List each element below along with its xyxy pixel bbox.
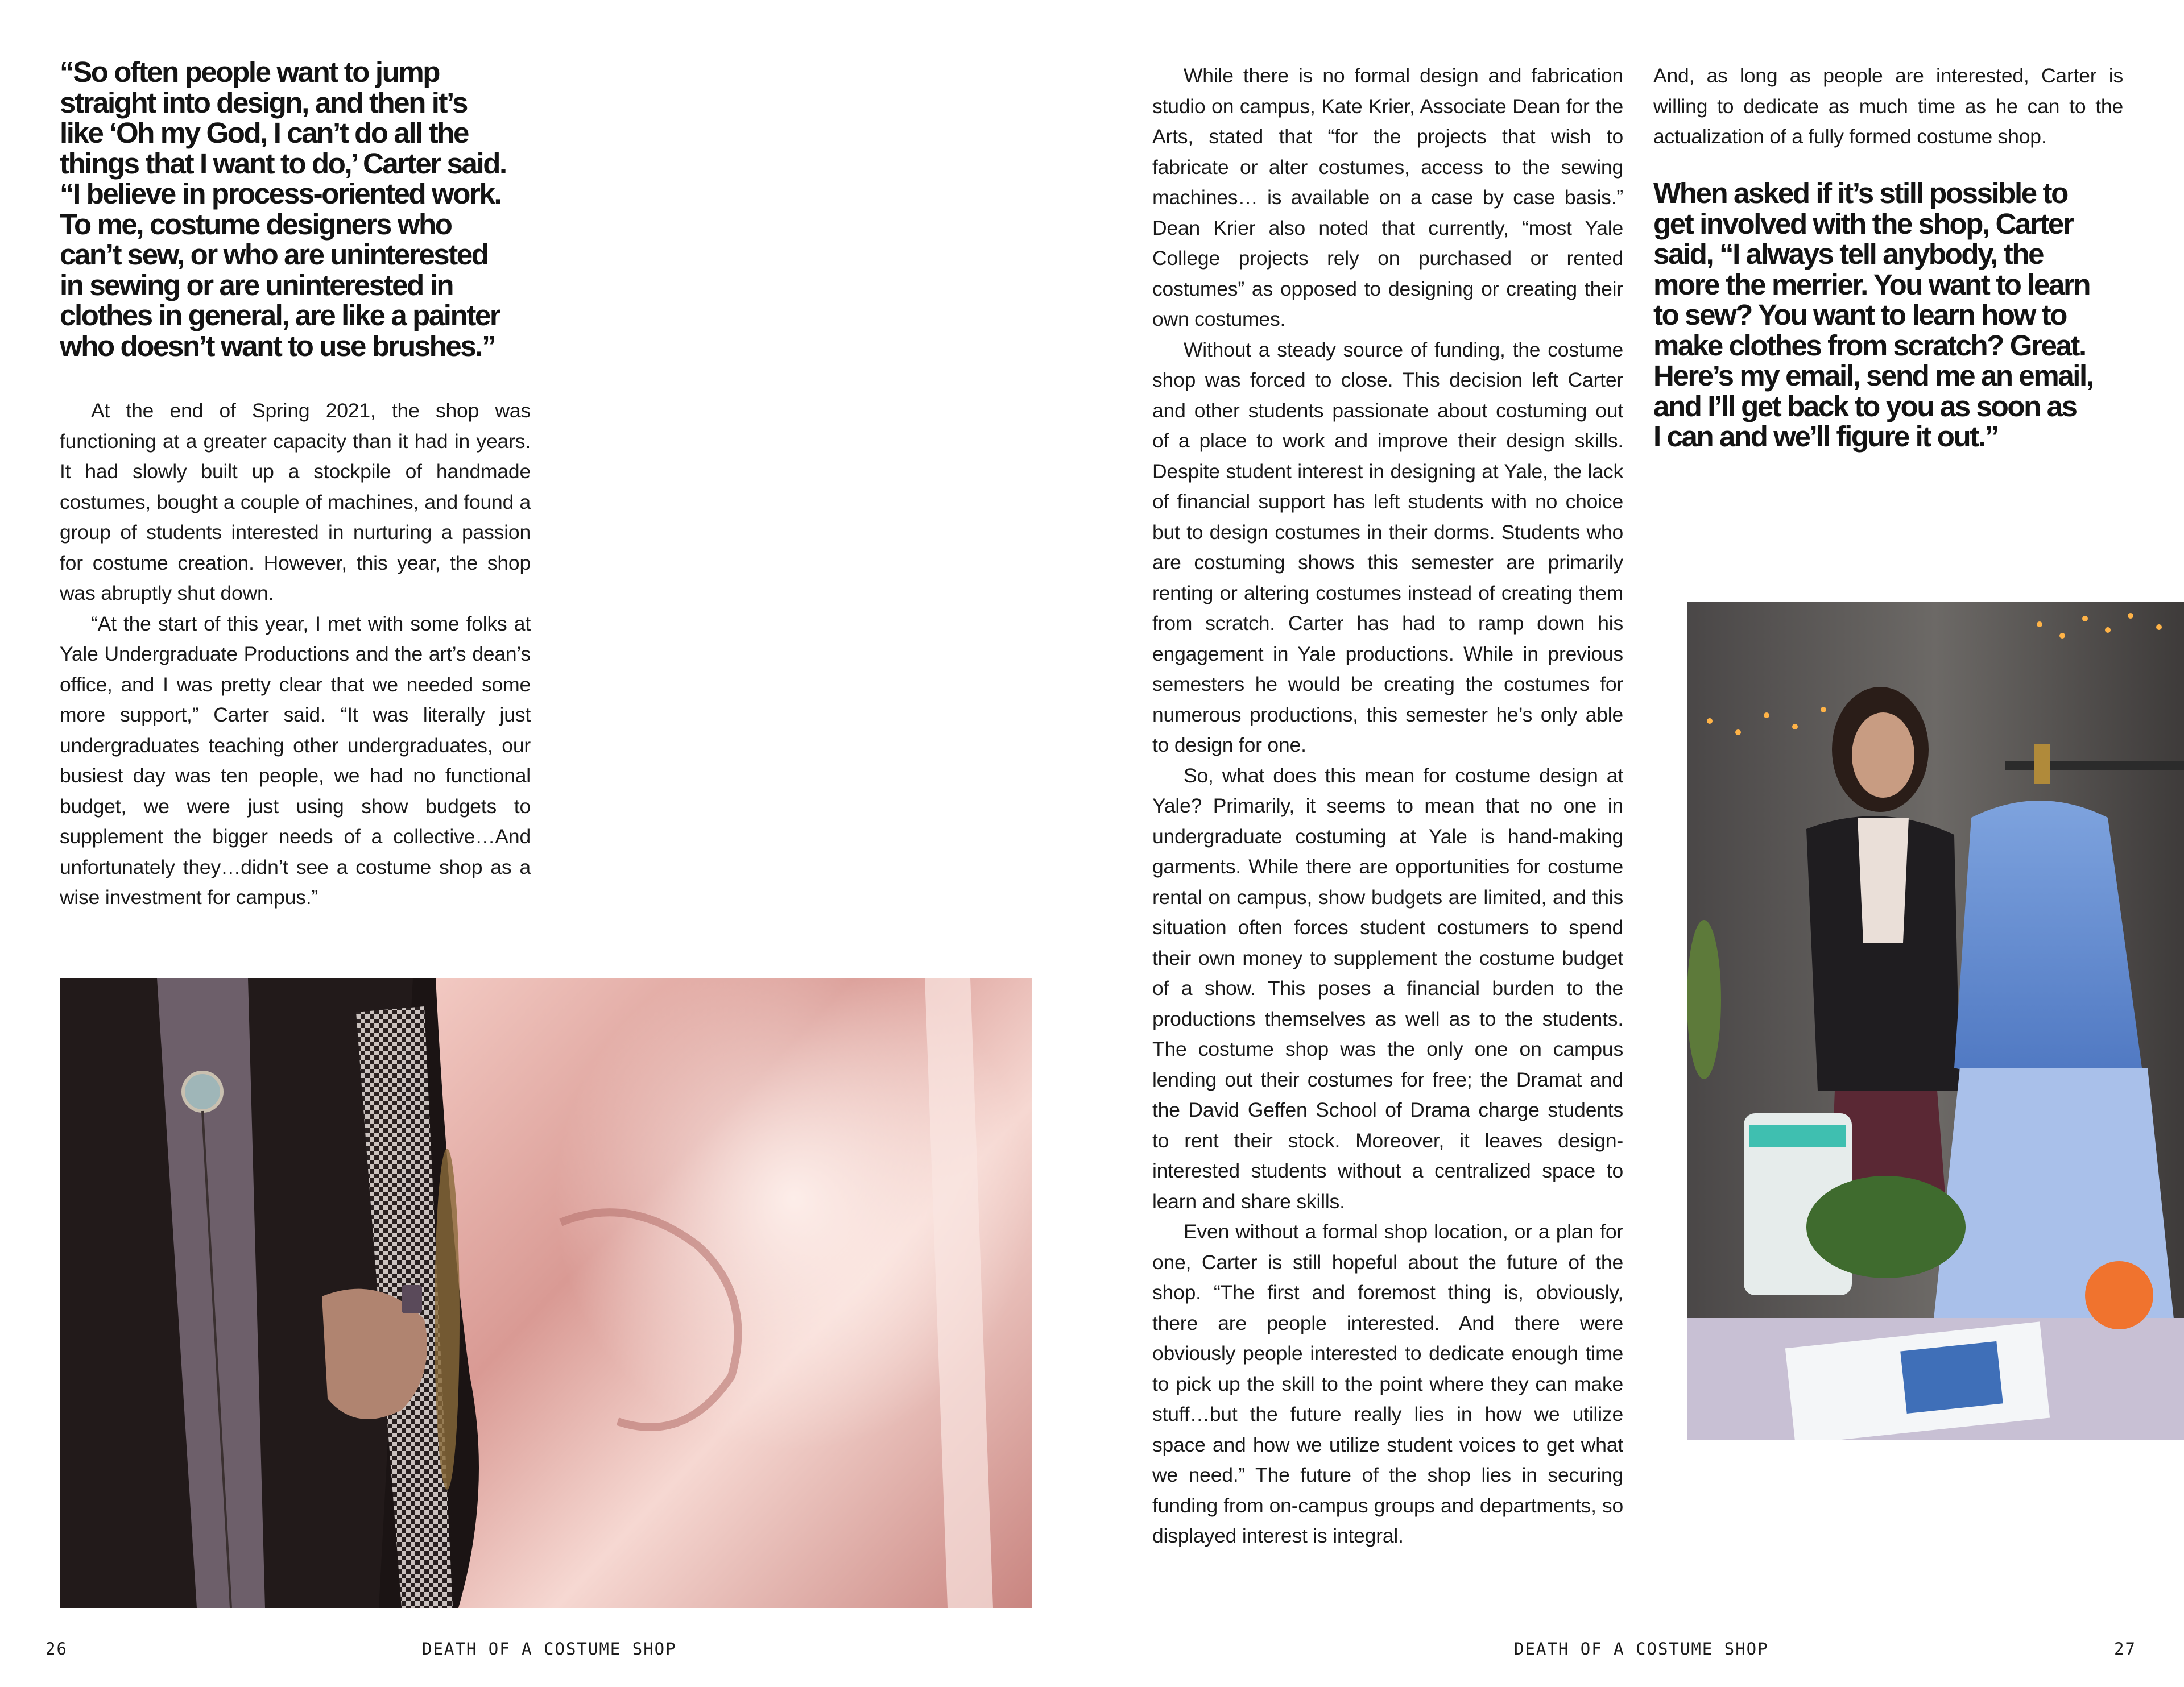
photo-carter-with-dress-form-image — [1687, 602, 2184, 1440]
body-paragraph: So, what does this mean for costume design at Yale? Primarily, it seems to mean that no one in undergraduate costuming at Yale is hand-making garments. While there are opportunities for costume rental on campus, show budgets are limited, and this situation often forces student costumers to spend their own money to supplement the costume budget of a show. This poses a financial burden to the productions themselves as well as to the students. The costume shop was the only one on campus lending out their costumes for free; the Dramat and the David Geffen School of Drama charge students to rent their stock. Moreover, it leaves design-interested students without a centralized space to learn and share skills. — [1152, 764, 1623, 1213]
pull-quote-line: clothes in general, are like a painter — [60, 299, 500, 331]
pull-quote-line: like ‘Oh my God, I can’t do all the — [60, 117, 468, 149]
pull-quote-line: When asked if it’s still possible to — [1653, 177, 2067, 209]
pull-quote-line: and I’ll get back to you as soon as — [1653, 389, 2077, 422]
pull-quote-line: in sewing or are uninterested in — [60, 268, 453, 301]
pull-quote-line: said, “I always tell anybody, the — [1653, 238, 2044, 270]
pull-quote-line: “So often people want to jump — [60, 56, 440, 88]
body-paragraph: At the end of Spring 2021, the shop was functioning at a greater capacity than it had in years. It had slowly built up a stockpile of handmade costumes, bought a couple of machines, and found a group of students interested in nurturing a passion for costume creation. However, this year, the shop was abruptly shut down. — [60, 399, 531, 604]
pull-quote-line: can’t sew, or who are uninterested — [60, 238, 488, 271]
pull-quote-right — [1653, 178, 2142, 452]
body-paragraph: Even without a formal shop location, or a plan for one, Carter is still hopeful about the future of the shop. “The first and foremost thing is, obviously, there are people interested. And there were obviously people interested to dedicate enough time to pick up the skill to the point where they can make stuff…but the future really lies in how we utilize space and how we utilize student voices to get what we need.” The future of the shop lies in securing funding from on-campus groups and departments, so displayed interest is integral. — [1152, 1220, 1623, 1547]
right-body-column — [1653, 61, 2123, 152]
pull-quote-line: I can and we’ll figure it out.” — [1653, 420, 1998, 453]
page-number-left: 26 — [46, 1639, 68, 1659]
pull-quote-line: “I believe in process-oriented work. — [60, 177, 501, 210]
pull-quote-line: more the merrier. You want to learn — [1653, 268, 2090, 301]
body-paragraph: And, as long as people are interested, Carter is willing to dedicate as much time as he can to the actualization of a fully formed costume shop. — [1653, 64, 2123, 148]
pull-quote-line: get involved with the shop, Carter — [1653, 207, 2073, 240]
body-paragraph: Without a steady source of funding, the costume shop was forced to close. This decision left Carter and other students passionate about costuming out of a place to work and improve their design skills. Despite student interest in designing at Yale, the lack of financial support has left students with no choice but to design costumes in their dorms. Students who are costuming shows this semester are primarily renting or altering costumes instead of creating them from scratch. Carter has had to ramp down his engagement in Yale productions. While in previous semesters he would be creating the costumes for numerous productions, this semester he’s only able to design for one. — [1152, 338, 1623, 756]
photo-pink-satin-garment-image — [60, 978, 1032, 1608]
body-paragraph: While there is no formal design and fabrication studio on campus, Kate Krier, Associate Dean for the Arts, stated that “for the projects that wish to fabricate or alter costumes, access to the sewing machines… is available on a case by case basis.” Dean Krier also noted that currently, “most Yale College projects rely on purchased or rented costumes” as opposed to designing or creating their own costumes. — [1152, 64, 1623, 330]
pull-quote-line: to sew? You want to learn how to — [1653, 299, 2067, 331]
middle-body-column — [1152, 61, 1623, 1552]
pull-quote-line: things that I want to do,’ Carter said. — [60, 147, 506, 180]
running-title-left: DEATH OF A COSTUME SHOP — [422, 1639, 677, 1659]
body-paragraph: “At the start of this year, I met with some folks at Yale Undergraduate Productions and the art’s dean’s office, and I was pretty clear that we needed some more support,” Carter said. “It was literally just undergraduates teaching other undergraduates, our busiest day was ten people, we had no functional budget, we were just using show budgets to supplement the bigger needs of a collective…And unfortunately they…didn’t see a costume shop as a wise investment for campus.” — [60, 612, 531, 909]
pull-quote-left — [60, 57, 537, 361]
running-title-right: DEATH OF A COSTUME SHOP — [1514, 1639, 1769, 1659]
pull-quote-line: make clothes from scratch? Great. — [1653, 329, 2086, 362]
photo-carter-with-dress-form — [1687, 602, 2184, 1440]
page-number-right: 27 — [2114, 1639, 2136, 1659]
pull-quote-line: straight into design, and then it’s — [60, 86, 467, 119]
pull-quote-line: who doesn’t want to use brushes.” — [60, 329, 495, 362]
pull-quote-line: Here’s my email, send me an email, — [1653, 359, 2093, 392]
left-body-column — [60, 396, 531, 913]
pull-quote-line: To me, costume designers who — [60, 208, 452, 241]
photo-pink-satin-garment — [60, 978, 1032, 1608]
